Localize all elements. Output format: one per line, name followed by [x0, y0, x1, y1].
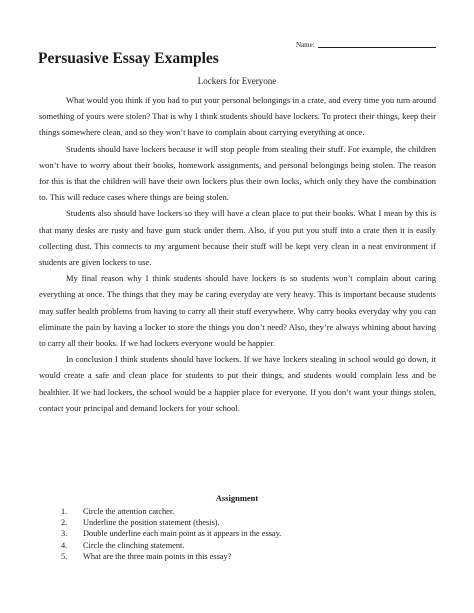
assignment-item-text: Circle the attention catcher. [83, 507, 175, 516]
name-label: Name: [296, 41, 315, 49]
assignment-item [61, 528, 281, 539]
essay-paragraph-4: My final reason why I think students should have lockers is so students won’t complain about caring everything at once. The things that they may be caring everyday are very heavy. This is important because students may suffer health problems from having to carry all their stuff everywhere. Why carry books everyday why you can eliminate the pain by having a locker to store the things you don’t need? Also, they’re always whining about having to carry all their books. If we had lockers everyone would be happier. [39, 273, 436, 349]
essay-body [39, 92, 436, 416]
assignment-item [61, 517, 281, 528]
assignment-item [61, 506, 281, 517]
essay-title: Lockers for Everyone [197, 76, 277, 86]
assignment-item-number: 1. [61, 507, 68, 516]
essay-paragraph-3: Students also should have lockers so they will have a clean place to put their books. What I mean by this is that many desks are rusty and have gum stuck under them. Also, if you put you stuff into a crate then it is easily collecting dust. This connects to my argument because their stuff will be kept very clean in a neat environment if students are given lockers to use. [39, 208, 436, 268]
assignment-heading: Assignment [215, 493, 259, 503]
essay-paragraph-1: What would you think if you had to put your personal belongings in a crate, and every time you turn around something of yours were stolen? That is why I think students should have lockers. To protect their things, keep their things somewhere clean, and so they won’t have to complain about carrying everything at once. [39, 95, 436, 138]
assignment-item-text: Double underline each main point as it appears in the essay. [83, 529, 282, 539]
assignment-item [61, 540, 281, 551]
assignment-item-number: 5. [61, 551, 68, 561]
assignment-item-text: Underline the position statement (thesis). [83, 518, 220, 528]
assignment-item-text: Circle the clinching statement. [83, 540, 185, 550]
assignment-item-number: 3. [61, 529, 68, 539]
essay-paragraph-2: Students should have lockers because it will stop people from stealing their stuff. For example, the children won’t have to worry about their books, homework assignments, and personal belongings being stolen. The reason for this is that the children will have their own lockers plus their own locks, which only they have the combination to. This will reduce cases where things are being stolen. [39, 143, 436, 203]
name-field [296, 41, 436, 49]
assignment-item-number: 4. [61, 540, 68, 550]
assignment-list [61, 506, 281, 562]
assignment-item-text: What are the three main points in this essay? [83, 551, 232, 561]
page-title: Persuasive Essay Examples [38, 50, 219, 67]
essay-paragraph-5: In conclusion I think students should have lockers. If we have lockers stealing in school would go down, it would create a safe and clean place for students to put their things, and students would complain less and be healthier. If we had lockers, the school would be a happier place for everyone. If you don’t want your things stolen, contact your principal and demand lockers for your school. [39, 354, 436, 413]
assignment-item [61, 551, 281, 562]
assignment-item-number: 2. [61, 518, 68, 528]
name-blank-line [318, 46, 436, 48]
